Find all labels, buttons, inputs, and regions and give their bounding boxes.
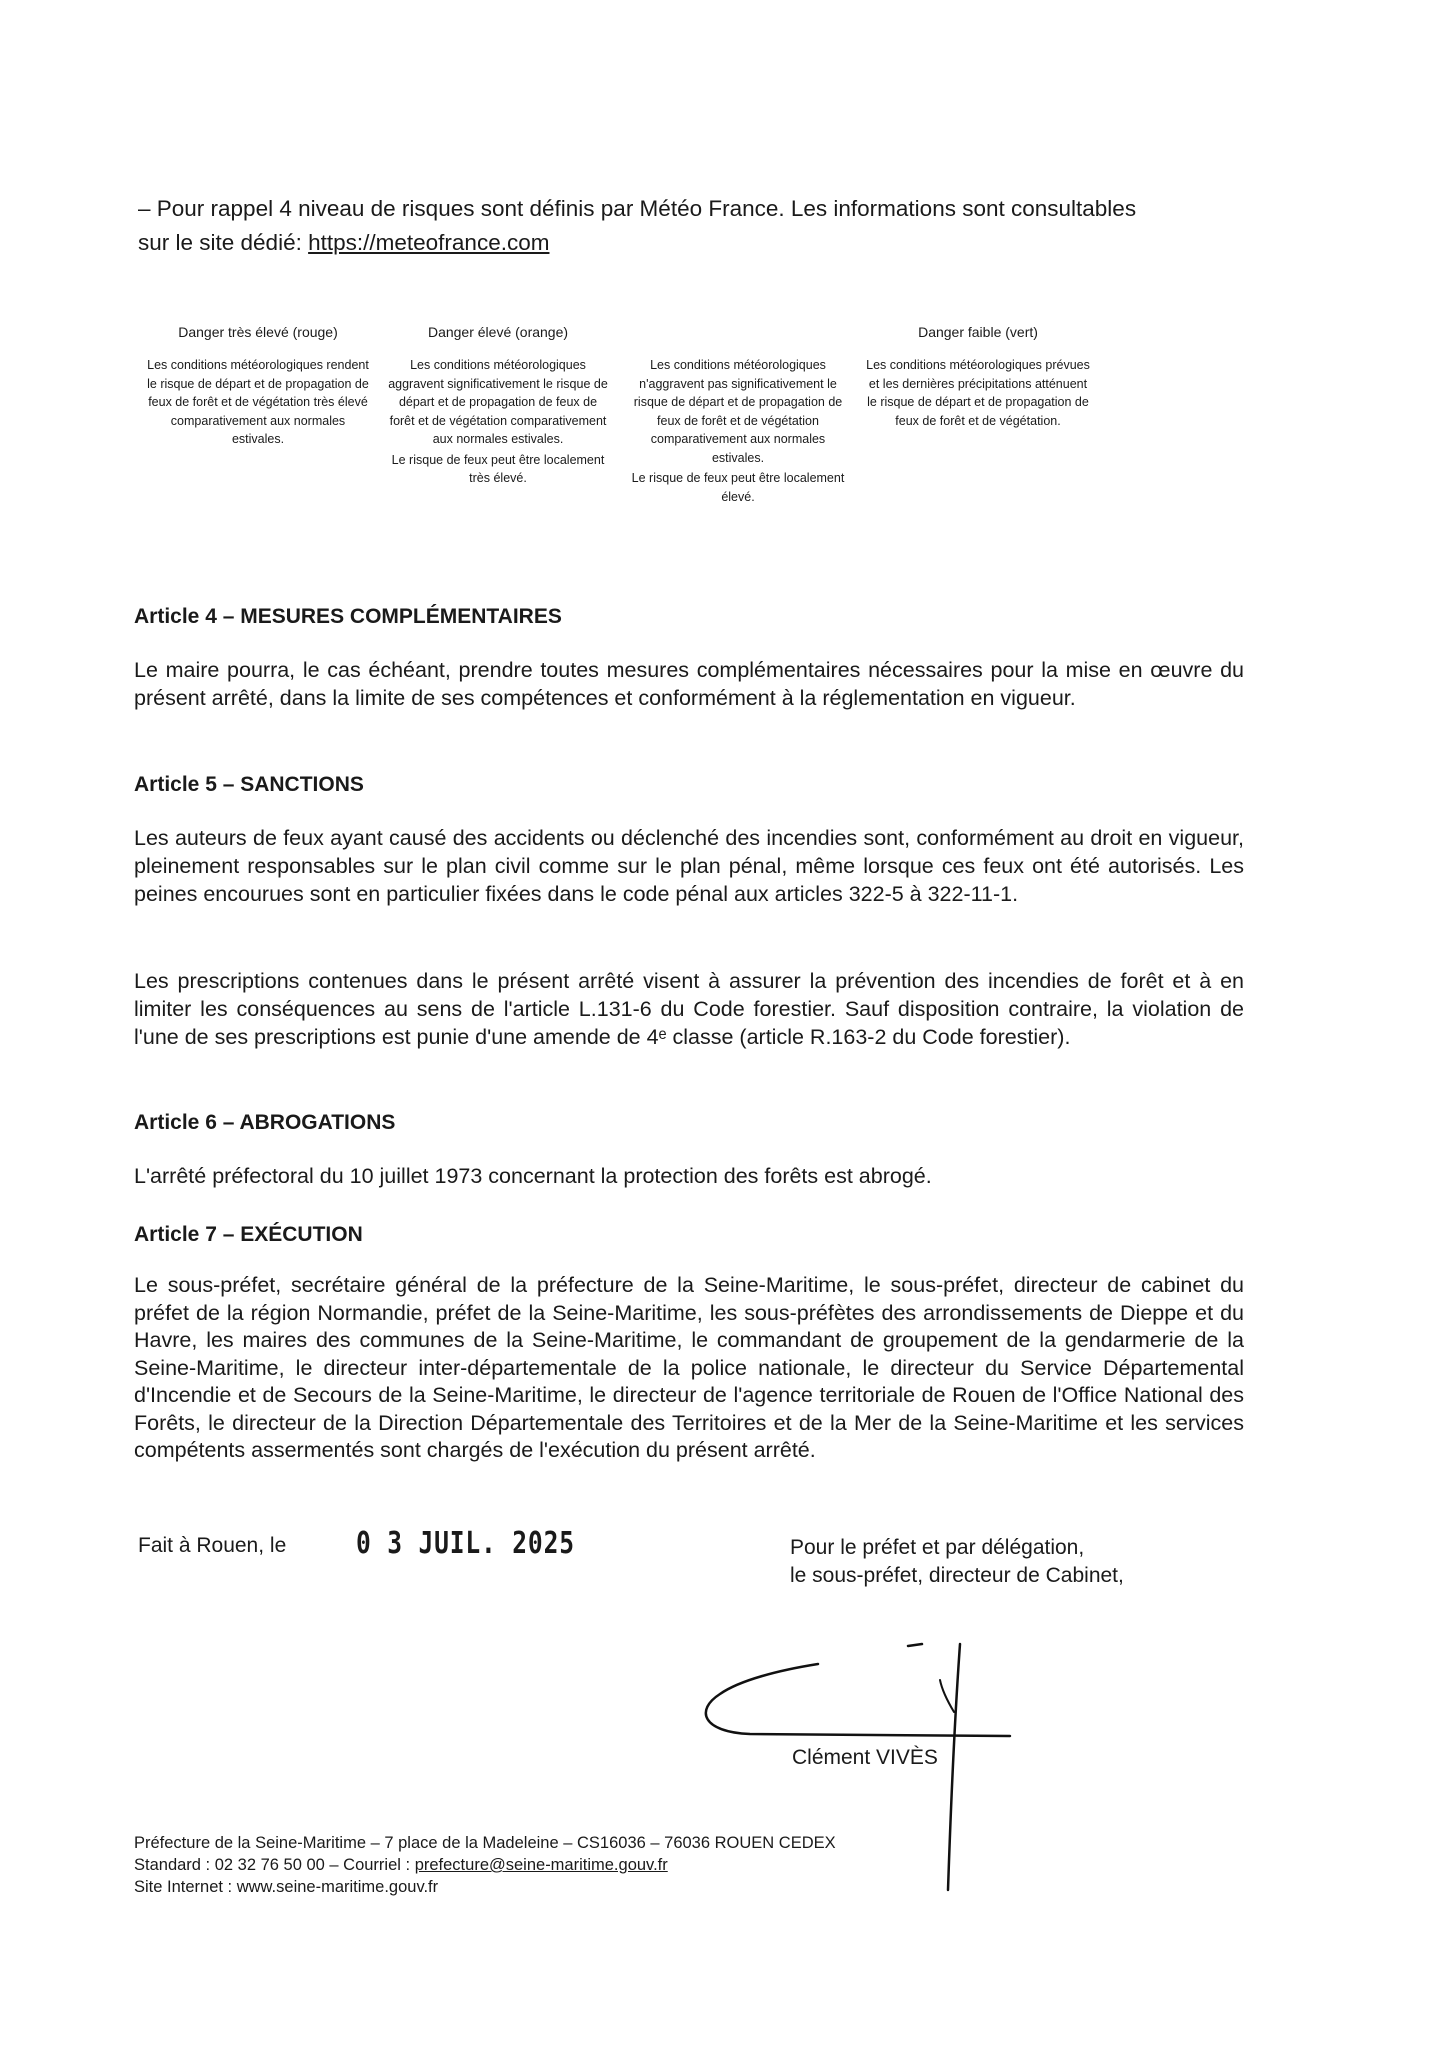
article-5-paragraph-1: Les auteurs de feux ayant causé des accidents ou déclenché des incendies sont, conformément au droit en vigueur, pleinement responsables sur le plan civil comme sur le plan pénal, même lorsque ces feux ont été autorisés. Les peines encourues sont en particulier fixées dans le code pénal aux articles 322-5 à 322-11-1. <box>134 826 1244 906</box>
date-stamp: 0 3 JUIL. 2025 <box>356 1526 575 1561</box>
risk-level-title: Danger faible (vert) <box>918 324 1038 340</box>
footer-email-link[interactable]: prefecture@seine-maritime.gouv.fr <box>414 1856 668 1874</box>
risk-level-title: Danger très élevé (rouge) <box>178 324 338 340</box>
article-6-title: Article 6 – ABROGATIONS <box>134 1111 396 1134</box>
risk-level-title <box>626 322 850 342</box>
signoff-place: Fait à Rouen, le <box>138 1534 287 1557</box>
delegation-line-2: le sous-préfet, directeur de Cabinet, <box>790 1564 1124 1587</box>
article-7-body: Le sous-préfet, secrétaire général de la préfecture de la Seine-Maritime, le sous-préfet, directeur de cabinet du préfet de la région Normandie, préfet de la Seine-Maritime, les sous-préfètes des arrondissements de Dieppe et du Havre, les maires des communes de la Seine-Maritime, le commandant de groupement de la gendarmerie de la Seine-Maritime, le directeur inter-départementale de la police nationale, le directeur du Service Départemental d'Incendie et de Secours de la Seine-Maritime, le directeur de l'agence territoriale de Rouen de l'Office National des Forêts, le directeur de la Direction Départementale des Territoires et de la Mer de la Seine-Maritime et les services compétents assermentés sont chargés de l'exécution du présent arrêté. <box>134 1273 1244 1462</box>
footer-phone: Standard : 02 32 76 50 00 – Courriel : <box>134 1856 411 1874</box>
risk-levels-intro <box>138 192 1218 260</box>
footer-contact <box>134 1832 836 1898</box>
article-7-title: Article 7 – EXÉCUTION <box>134 1223 363 1246</box>
article-4-title: Article 4 – MESURES COMPLÉMENTAIRES <box>134 605 562 628</box>
intro-line-2 <box>138 226 1218 260</box>
footer-address: Préfecture de la Seine-Maritime – 7 place de la Madeleine – CS16036 – 76036 ROUEN CEDEX <box>134 1834 836 1852</box>
delegation-block <box>790 1534 1124 1590</box>
risk-level-note: Le risque de feux peut être localement élevé. <box>631 471 845 504</box>
risk-level-very-high <box>138 322 378 506</box>
article-5-title: Article 5 – SANCTIONS <box>134 773 364 796</box>
article-4-body: Le maire pourra, le cas échéant, prendre toutes mesures complémentaires nécessaires pour la mise en œuvre du présent arrêté, dans la limite de ses compétences et conformément à la réglementation en vigueur. <box>134 658 1244 710</box>
intro-line-1: – Pour rappel 4 niveau de risques sont définis par Météo France. Les informations sont consultables <box>138 196 1137 221</box>
risk-level-low <box>858 322 1098 506</box>
footer-phone-email <box>134 1854 836 1876</box>
risk-level-moderate <box>618 322 858 506</box>
risk-level-note: Le risque de feux peut être localement très élevé. <box>391 452 605 485</box>
risk-level-description: Les conditions météorologiques n'aggravent pas significativement le risque de départ et de propagation de feux de forêt et de végétation comparativement aux normales estivales. <box>633 358 843 465</box>
intro-line-2-prefix: sur le site dédié: <box>138 230 302 255</box>
risk-level-description: Les conditions météorologiques rendent le risque de départ et de propagation de feux de forêt et de végétation très élevé comparativement aux normales estivales. <box>147 358 369 446</box>
delegation-line-1: Pour le préfet et par délégation, <box>790 1536 1085 1559</box>
footer-website: Site Internet : www.seine-maritime.gouv.fr <box>134 1878 439 1896</box>
article-6-body: L'arrêté préfectoral du 10 juillet 1973 concernant la protection des forêts est abrogé. <box>134 1164 932 1188</box>
risk-level-high <box>378 322 618 506</box>
risk-level-description: Les conditions météorologiques aggravent significativement le risque de départ et de propagation de feux de forêt et de végétation comparativement aux normales estivales. <box>388 358 608 446</box>
risk-level-title: Danger élevé (orange) <box>427 324 569 340</box>
risk-levels-table <box>138 322 1098 506</box>
signer-name: Clément VIVÈS <box>792 1746 938 1769</box>
meteofrance-link[interactable]: https://meteofrance.com <box>308 230 550 255</box>
article-5-paragraph-2: Les prescriptions contenues dans le présent arrêté visent à assurer la prévention des incendies de forêt et à en limiter les conséquences au sens de l'article L.131-6 du Code forestier. Sauf disposition contraire, la violation de l'une de ses prescriptions est punie d'une amende de 4ᵉ classe (article R.163-2 du Code forestier). <box>134 969 1244 1049</box>
risk-level-description: Les conditions météorologiques prévues et les dernières précipitations atténuent le risque de départ et de propagation de feux de forêt et de végétation. <box>866 358 1090 428</box>
